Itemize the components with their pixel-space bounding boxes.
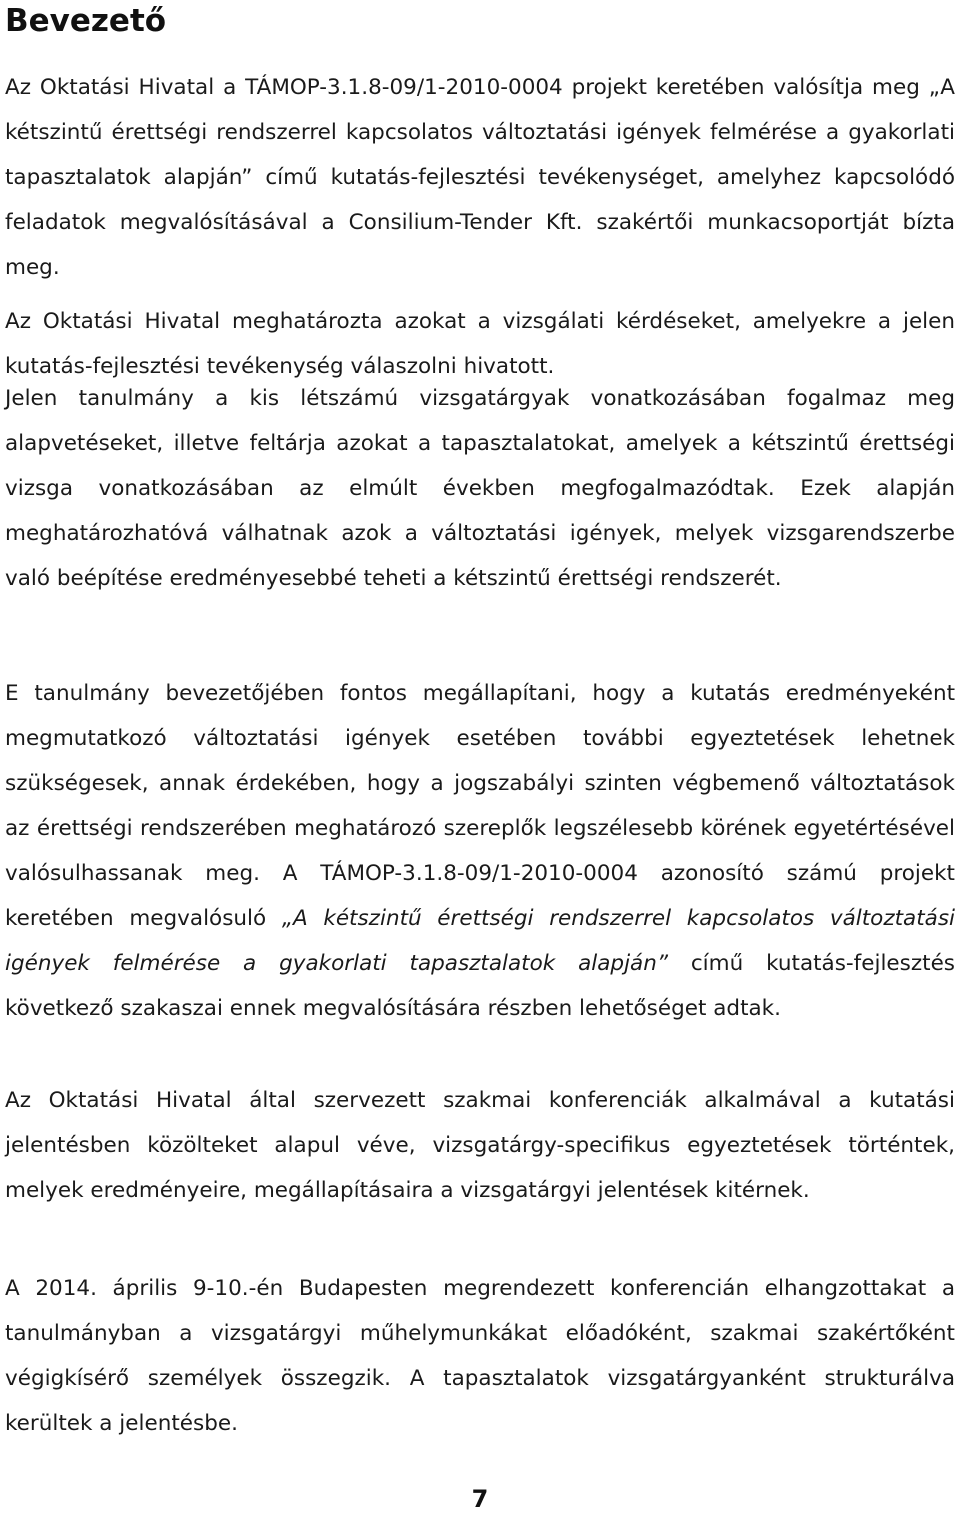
paragraph-conferences: Az Oktatási Hivatal által szervezett szakmai konferenciák alkalmával a kutatási jelentésben közölteket alapul véve, vizsgatárgy-specifikus egyeztetések történtek, melyek eredményeire, megállapításaira a vizsgatárgyi jelentések kitérnek. — [5, 1088, 955, 1203]
paragraph-consultation — [5, 671, 955, 1031]
page-number: 7 — [471, 1485, 489, 1513]
section-heading: Bevezető — [5, 3, 167, 39]
paragraph-research-questions: Az Oktatási Hivatal meghatározta azokat a vizsgálati kérdéseket, amelyekre a jelen kutatás-fejlesztési tevékenység válaszolni hivatott. — [5, 309, 955, 379]
paragraph-budapest-conference: A 2014. április 9-10.-én Budapesten megrendezett konferencián elhangzottakat a tanulmányban a vizsgatárgyi műhelymunkákat előadóként, szakmai szakértőként végigkísérő személyek összegzik. A tapasztalatok vizsgatárgyanként strukturálva kerültek a jelentésbe. — [5, 1276, 955, 1436]
paragraph-project-intro: Az Oktatási Hivatal a TÁMOP-3.1.8-09/1-2010-0004 projekt keretében valósítja meg „A kétszintű érettségi rendszerrel kapcsolatos változtatási igények felmérése a gyakorlati tapasztalatok alapján” című kutatás-fejlesztési tevékenységet, amelyhez kapcsolódó feladatok megvalósításával a Consilium-Tender Kft. szakértői munkacsoportját bízta meg. — [5, 75, 955, 280]
paragraph-text-before: E tanulmány bevezetőjében fontos megállapítani, hogy a kutatás eredményeként megmutatkozó változtatási igények esetében további egyeztetések lehetnek szükségesek, annak érdekében, hogy a jogszabályi szinten végbemenő változtatások az érettségi rendszerében meghatározó szereplők legszélesebb körének egyetértésével valósulhassanak meg. A TÁMOP-3.1.8-09/1-2010-0004 azonosító számú projekt keretében megvalósuló — [5, 681, 955, 931]
document-page — [5, 0, 956, 1436]
paragraph-study-scope: Jelen tanulmány a kis létszámú vizsgatárgyak vonatkozásában fogalmaz meg alapvetéseket, illetve feltárja azokat a tapasztalatokat, amelyek a kétszintű érettségi vizsga vonatkozásában az elmúlt években megfogalmazódtak. Ezek alapján meghatározhatóvá válhatnak azok a változtatási igények, melyek vizsgarendszerbe való beépítése eredményesebbé teheti a kétszintű érettségi rendszerét. — [5, 386, 955, 591]
project-title-italic: „A kétszintű érettségi rendszerrel kapcsolatos változtatási igények felmérése a gyakorlati tapasztalatok alapján” — [5, 906, 956, 976]
paragraph-text-after: című kutatás-fejlesztés következő szakaszai ennek megvalósítására részben lehetőséget adtak. — [5, 951, 955, 1021]
